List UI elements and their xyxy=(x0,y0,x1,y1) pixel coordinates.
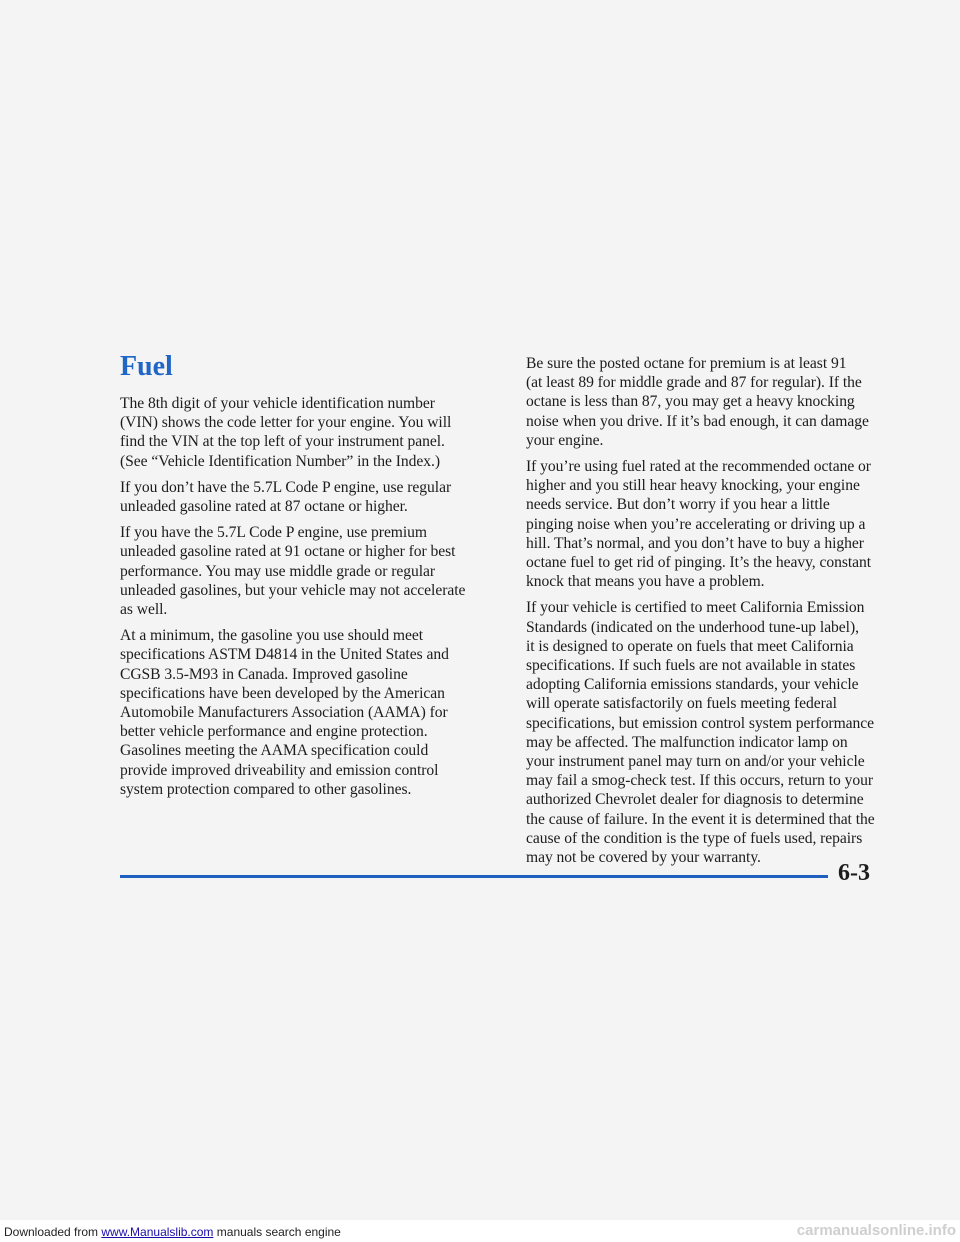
paragraph-regular-fuel: If you don’t have the 5.7L Code P engine, use regular unleaded gasoline rated at 87 octane or higher. xyxy=(120,478,452,516)
footer-prefix: Downloaded from xyxy=(4,1225,102,1239)
left-column xyxy=(120,352,492,806)
watermark: carmanualsonline.info xyxy=(796,1222,956,1239)
paragraph-premium-fuel: If you have the 5.7L Code P engine, use premium unleaded gasoline rated at 91 octane or higher for best performance. You may use middle grade or regular unleaded gasolines, but your vehicle may not accelerate as well. xyxy=(120,524,466,619)
paragraph-knocking: If you’re using fuel rated at the recommended octane or higher and you still hear heavy knocking, your engine needs service. But don’t worry if you hear a little pinging noise when you’re accelerating or driving up a hill. That’s normal, and you don’t have to buy a higher octane fuel to get rid of pinging. It’s the heavy, constant knock that means you have a problem. xyxy=(526,458,872,591)
paragraph-california: If your vehicle is certified to meet California Emission Standards (indicated on the underhood tune-up label), it is designed to operate on fuels that meet California specifications. If such fuels are not available in states adopting California emissions standards, your vehicle will operate satisfactorily on fuels meeting federal specifications, but emission control system performance may be affected. The malfunction indicator lamp on your instrument panel may turn on and/or your vehicle may fail a smog-check test. If this occurs, return to your authorized Chevrolet dealer for diagnosis to determine the cause of failure. In the event it is determined that the cause of the condition is the type of fuels used, repairs may not be covered by your warranty. xyxy=(526,599,875,867)
paragraph-vin: The 8th digit of your vehicle identification number (VIN) shows the code letter for your engine. You will find the VIN at the top left of your instrument panel. (See “Vehicle Identification Number” in the Index.) xyxy=(120,395,452,470)
paragraph-octane: Be sure the posted octane for premium is at least 91 (at least 89 for middle grade and 87 for regular). If the octane is less than 87, you may get a heavy knocking noise when you drive. If it’s bad enough, it can damage your engine. xyxy=(526,355,869,449)
download-footer xyxy=(4,1224,341,1240)
page-number: 6-3 xyxy=(838,860,870,886)
footer-rule xyxy=(120,875,828,878)
right-column xyxy=(526,354,902,874)
paragraph-specifications: At a minimum, the gasoline you use should meet specifications ASTM D4814 in the United States and CGSB 3.5-M93 in Canada. Improved gasoline specifications have been developed by the American Automobile Manufacturers Association (AAMA) for better vehicle performance and engine protection. Gasolines meeting the AAMA specification could provide improved driveability and emission control system protection compared to other gasolines. xyxy=(120,627,449,798)
footer-suffix: manuals search engine xyxy=(213,1225,341,1239)
manualslib-link[interactable]: www.Manualslib.com xyxy=(101,1225,214,1239)
section-heading: Fuel xyxy=(120,351,173,382)
